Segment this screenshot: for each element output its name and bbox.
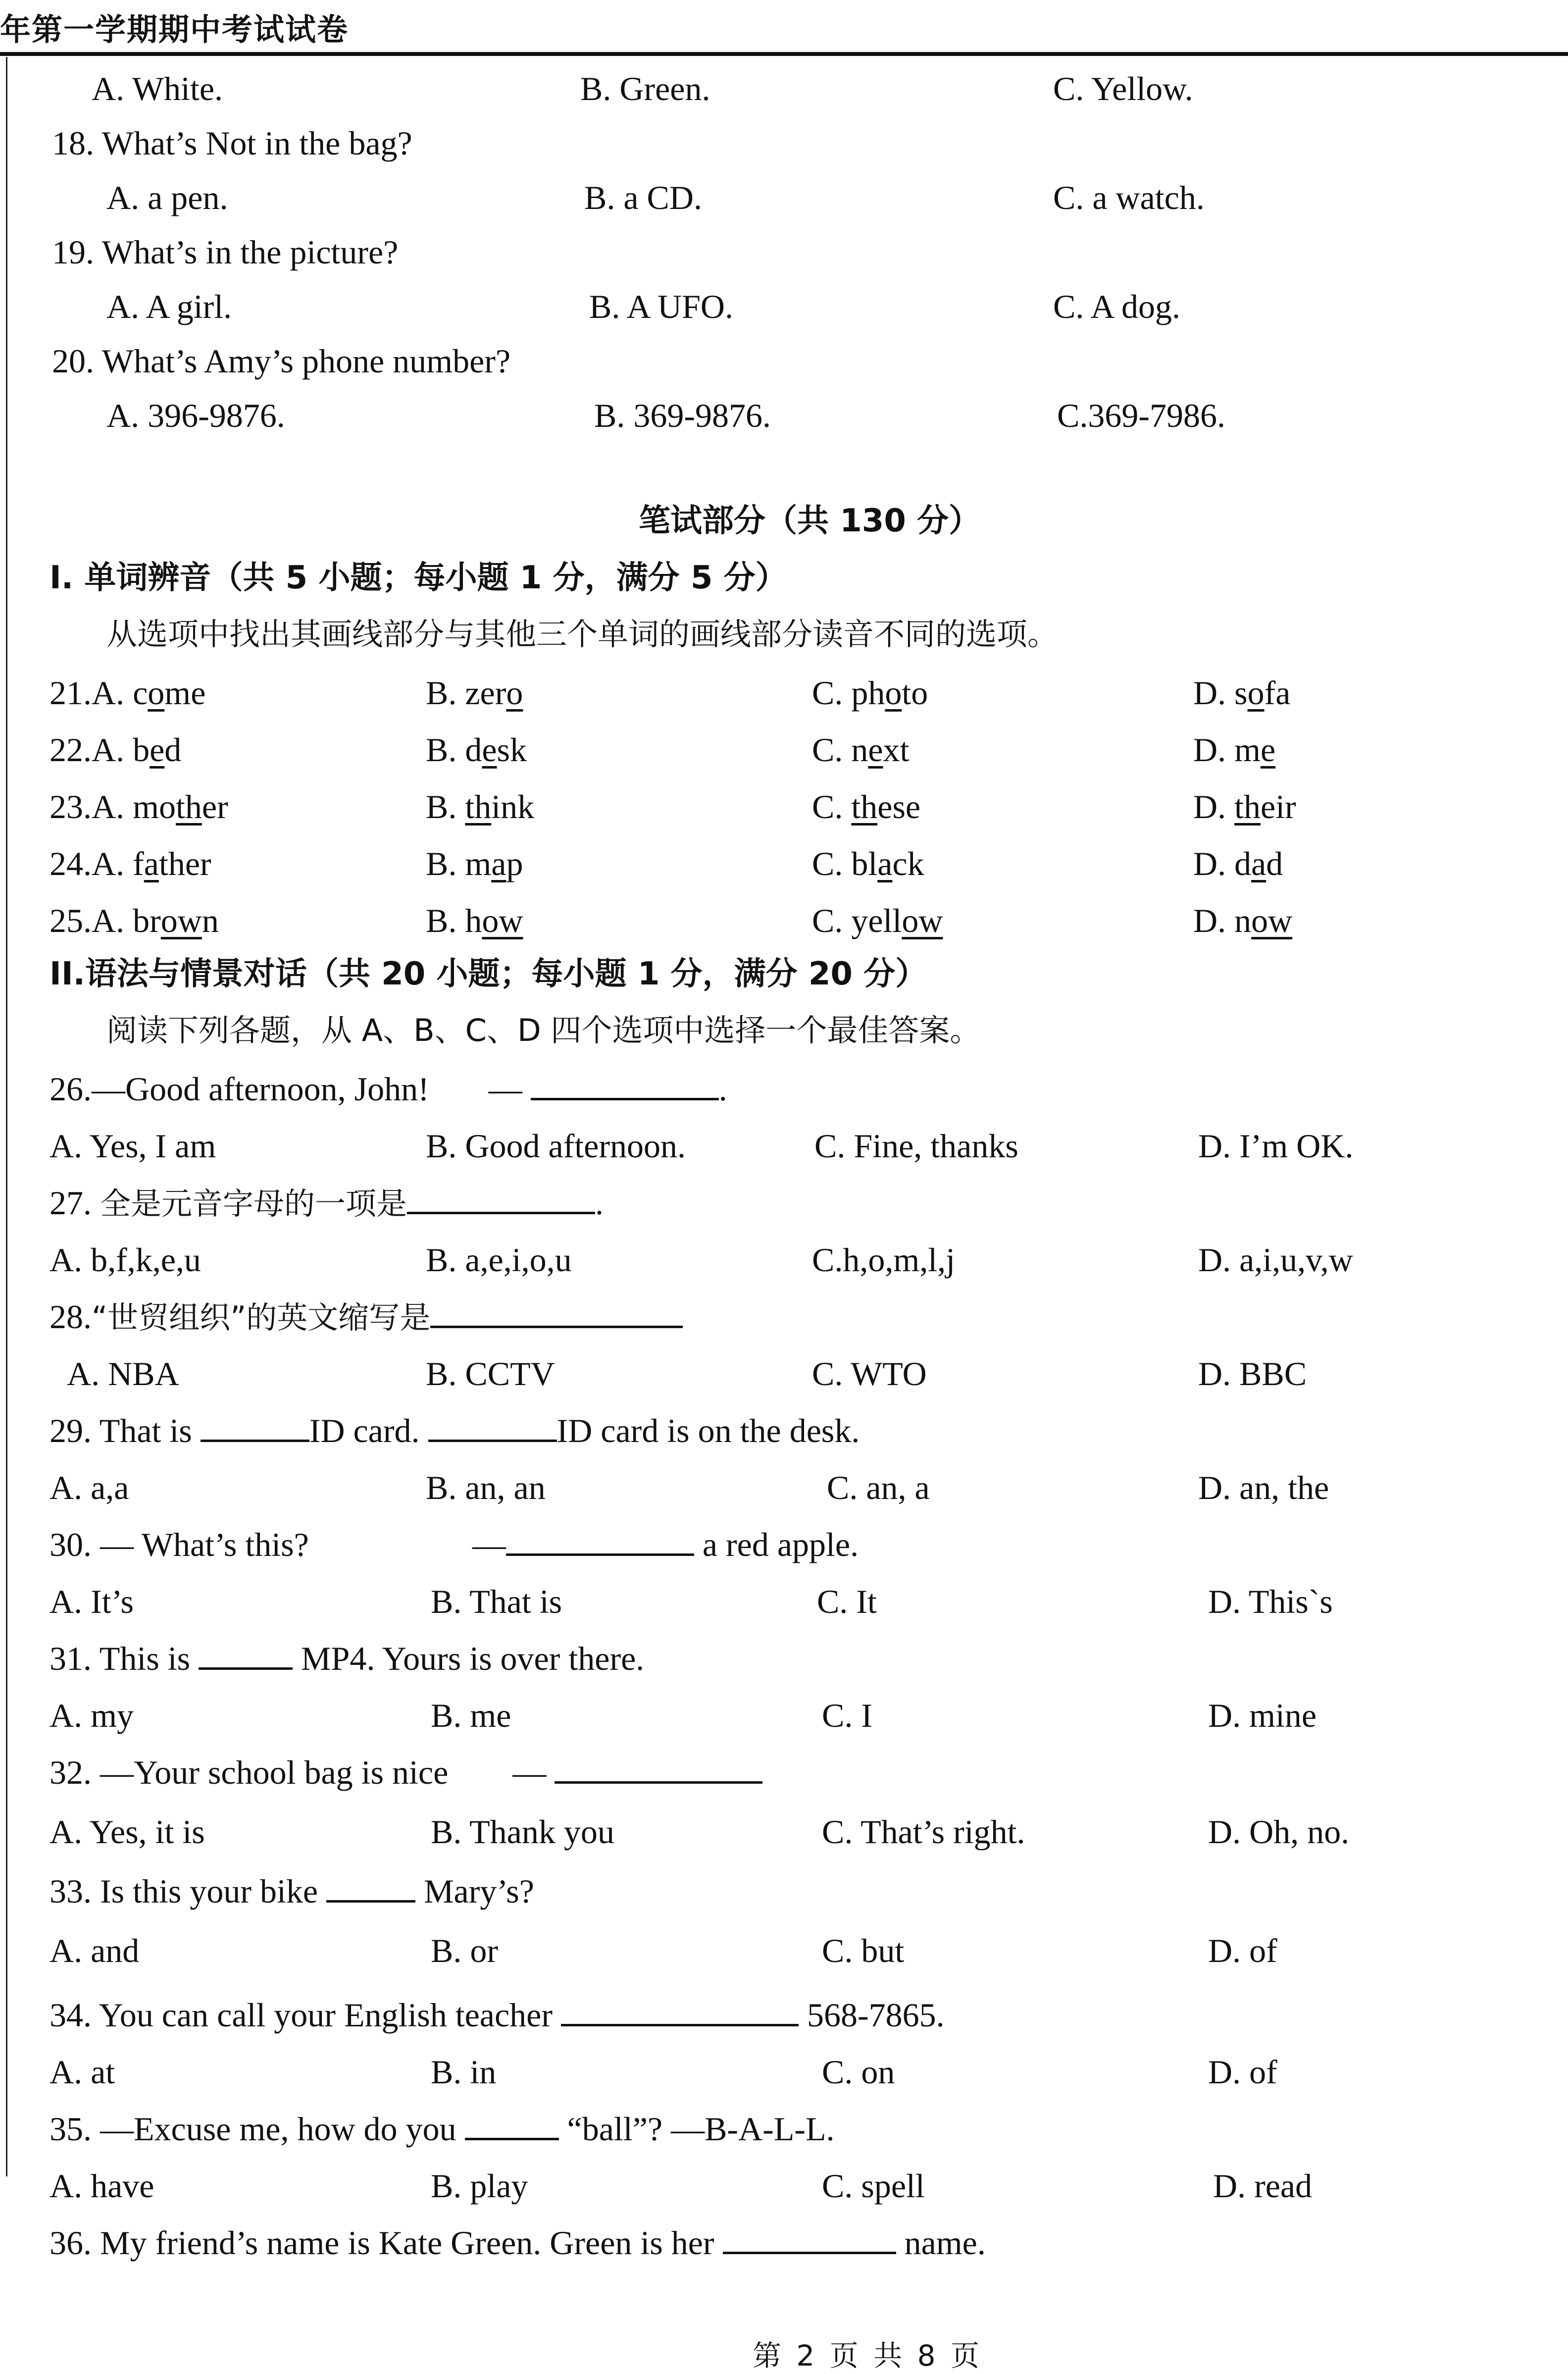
q24-option-a: 24.A. father: [50, 845, 211, 882]
answer-blank[interactable]: [199, 1663, 293, 1670]
q35-option-b: B. play: [431, 2167, 528, 2205]
q34-option-b: B. in: [431, 2053, 497, 2091]
q34-question: 34. You can call your English teacher 568-7865.: [50, 1996, 945, 2034]
q27-option-c: C.h,o,m,l,j: [812, 1241, 956, 1279]
q25-option-d: D. now: [1193, 902, 1293, 939]
q33-option-c: C. but: [822, 1932, 905, 1969]
q27-option-a: A. b,f,k,e,u: [50, 1241, 201, 1279]
answer-blank[interactable]: [723, 2248, 896, 2254]
q32-option-c: C. That’s right.: [822, 1813, 1025, 1851]
q19-option-c: C. A dog.: [1053, 288, 1180, 325]
q22-option-b: B. desk: [426, 731, 527, 769]
q32-option-a: A. Yes, it is: [50, 1813, 205, 1851]
q33-question: 33. Is this your bike Mary’s?: [50, 1872, 534, 1910]
q28-option-d: D. BBC: [1198, 1355, 1307, 1393]
header-divider: [0, 52, 1568, 56]
answer-blank[interactable]: [465, 2134, 559, 2140]
q32-option-d: D. Oh, no.: [1208, 1813, 1350, 1851]
q31-question: 31. This is MP4. Yours is over there.: [50, 1640, 645, 1677]
q31-option-c: C. I: [822, 1697, 872, 1734]
q27-option-d: D. a,i,u,v,w: [1198, 1241, 1353, 1279]
q29-option-a: A. a,a: [50, 1469, 129, 1506]
q21-option-d: D. sofa: [1193, 674, 1291, 712]
q32-option-b: B. Thank you: [431, 1813, 614, 1851]
answer-blank[interactable]: [201, 1436, 309, 1442]
exam-header-title: 年第一学期期中考试试卷: [0, 11, 349, 48]
q27-option-b: B. a,e,i,o,u: [426, 1241, 572, 1279]
q17-option-a: A. White.: [92, 70, 223, 107]
q28-option-b: B. CCTV: [426, 1355, 555, 1393]
q31-option-a: A. my: [50, 1697, 134, 1734]
q18-option-c: C. a watch.: [1053, 179, 1205, 216]
answer-blank[interactable]: [326, 1896, 415, 1903]
q20-option-b: B. 369-9876.: [594, 397, 771, 434]
q23-option-b: B. think: [426, 788, 535, 826]
q35-option-c: C. spell: [822, 2167, 925, 2205]
margin-line: [6, 57, 7, 2176]
q23-option-a: 23.A. mother: [50, 788, 228, 826]
q21-option-a: 21.A. come: [50, 674, 206, 712]
answer-blank[interactable]: [555, 1777, 762, 1784]
q33-option-a: A. and: [50, 1932, 140, 1969]
q22-option-a: 22.A. bed: [50, 731, 182, 769]
q31-option-d: D. mine: [1208, 1697, 1317, 1734]
q34-option-a: A. at: [50, 2053, 115, 2091]
q17-option-c: C. Yellow.: [1053, 70, 1193, 107]
q20-option-a: A. 396-9876.: [106, 397, 285, 434]
q18-option-b: B. a CD.: [584, 179, 702, 216]
answer-blank[interactable]: [531, 1094, 719, 1100]
answer-blank[interactable]: [428, 1436, 557, 1442]
q30-option-c: C. It: [817, 1583, 877, 1620]
q30-option-a: A. It’s: [50, 1583, 134, 1620]
q21-option-b: B. zero: [426, 674, 523, 712]
section2-title: II.语法与情景对话（共 20 小题；每小题 1 分，满分 20 分）: [50, 956, 927, 992]
q19-option-a: A. A girl.: [106, 288, 232, 325]
q35-option-a: A. have: [50, 2167, 154, 2205]
q27-question: 27. 全是元音字母的一项是 .: [50, 1184, 604, 1222]
q17-option-b: B. Green.: [580, 70, 710, 107]
section2-instruction: 阅读下列各题，从 A、B、C、D 四个选项中选择一个最佳答案。: [106, 1012, 981, 1048]
q35-question: 35. —Excuse me, how do you “ball”? —B-A-L-L.: [50, 2110, 835, 2148]
q30-option-b: B. That is: [431, 1583, 562, 1620]
q26-option-a: A. Yes, I am: [50, 1127, 216, 1165]
q22-option-c: C. next: [812, 731, 910, 769]
q19-option-b: B. A UFO.: [589, 288, 733, 325]
q28-option-a: A. NBA: [67, 1355, 179, 1393]
q25-option-a: 25.A. brown: [50, 902, 219, 939]
q21-option-c: C. photo: [812, 674, 928, 712]
q33-option-d: D. of: [1208, 1932, 1277, 1969]
q29-question: 29. That is ID card. ID card is on the desk.: [50, 1412, 860, 1449]
q26-question: 26.—Good afternoon, John! — .: [50, 1070, 727, 1108]
q32-question: 32. —Your school bag is nice —: [50, 1755, 762, 1789]
q26-option-d: D. I’m OK.: [1198, 1127, 1354, 1165]
q28-option-c: C. WTO: [812, 1355, 927, 1393]
answer-blank[interactable]: [506, 1549, 694, 1556]
q18-option-a: A. a pen.: [106, 179, 228, 216]
q19-question: 19. What’s in the picture?: [52, 233, 399, 271]
answer-blank[interactable]: [561, 2020, 799, 2026]
q29-option-c: C. an, a: [827, 1469, 930, 1506]
q25-option-b: B. how: [426, 902, 523, 939]
q34-option-d: D. of: [1208, 2053, 1277, 2091]
q30-question: 30. — What’s this? — a red apple.: [50, 1526, 859, 1563]
q35-option-d: D. read: [1213, 2167, 1313, 2205]
q34-option-c: C. on: [822, 2053, 895, 2091]
q24-option-d: D. dad: [1193, 845, 1283, 882]
q18-question: 18. What’s Not in the bag?: [52, 124, 412, 162]
q36-question: 36. My friend’s name is Kate Green. Green is her name.: [50, 2224, 986, 2262]
q29-option-d: D. an, the: [1198, 1469, 1329, 1506]
q33-option-b: B. or: [431, 1932, 498, 1969]
q24-option-c: C. black: [812, 845, 924, 882]
q29-option-b: B. an, an: [426, 1469, 546, 1506]
q23-option-c: C. these: [812, 788, 921, 826]
q22-option-d: D. me: [1193, 731, 1276, 769]
q28-question: 28.“世贸组织”的英文缩写是: [50, 1300, 683, 1334]
answer-blank[interactable]: [407, 1208, 595, 1214]
section1-title: I. 单词辨音（共 5 小题；每小题 1 分，满分 5 分）: [50, 560, 787, 596]
page-number: 第 2 页 共 8 页: [753, 2339, 982, 2373]
answer-blank[interactable]: [430, 1322, 683, 1328]
q26-option-c: C. Fine, thanks: [814, 1127, 1018, 1165]
written-part-title: 笔试部分（共 130 分）: [639, 503, 981, 539]
q31-option-b: B. me: [431, 1697, 511, 1734]
q20-question: 20. What’s Amy’s phone number?: [52, 342, 511, 380]
q25-option-c: C. yellow: [812, 902, 943, 939]
q23-option-d: D. their: [1193, 788, 1296, 826]
section1-instruction: 从选项中找出其画线部分与其他三个单词的画线部分读音不同的选项。: [106, 616, 1059, 652]
q20-option-c: C.369-7986.: [1057, 397, 1225, 434]
q30-option-d: D. This`s: [1208, 1583, 1333, 1620]
q26-option-b: B. Good afternoon.: [426, 1127, 686, 1165]
q24-option-b: B. map: [426, 845, 523, 882]
